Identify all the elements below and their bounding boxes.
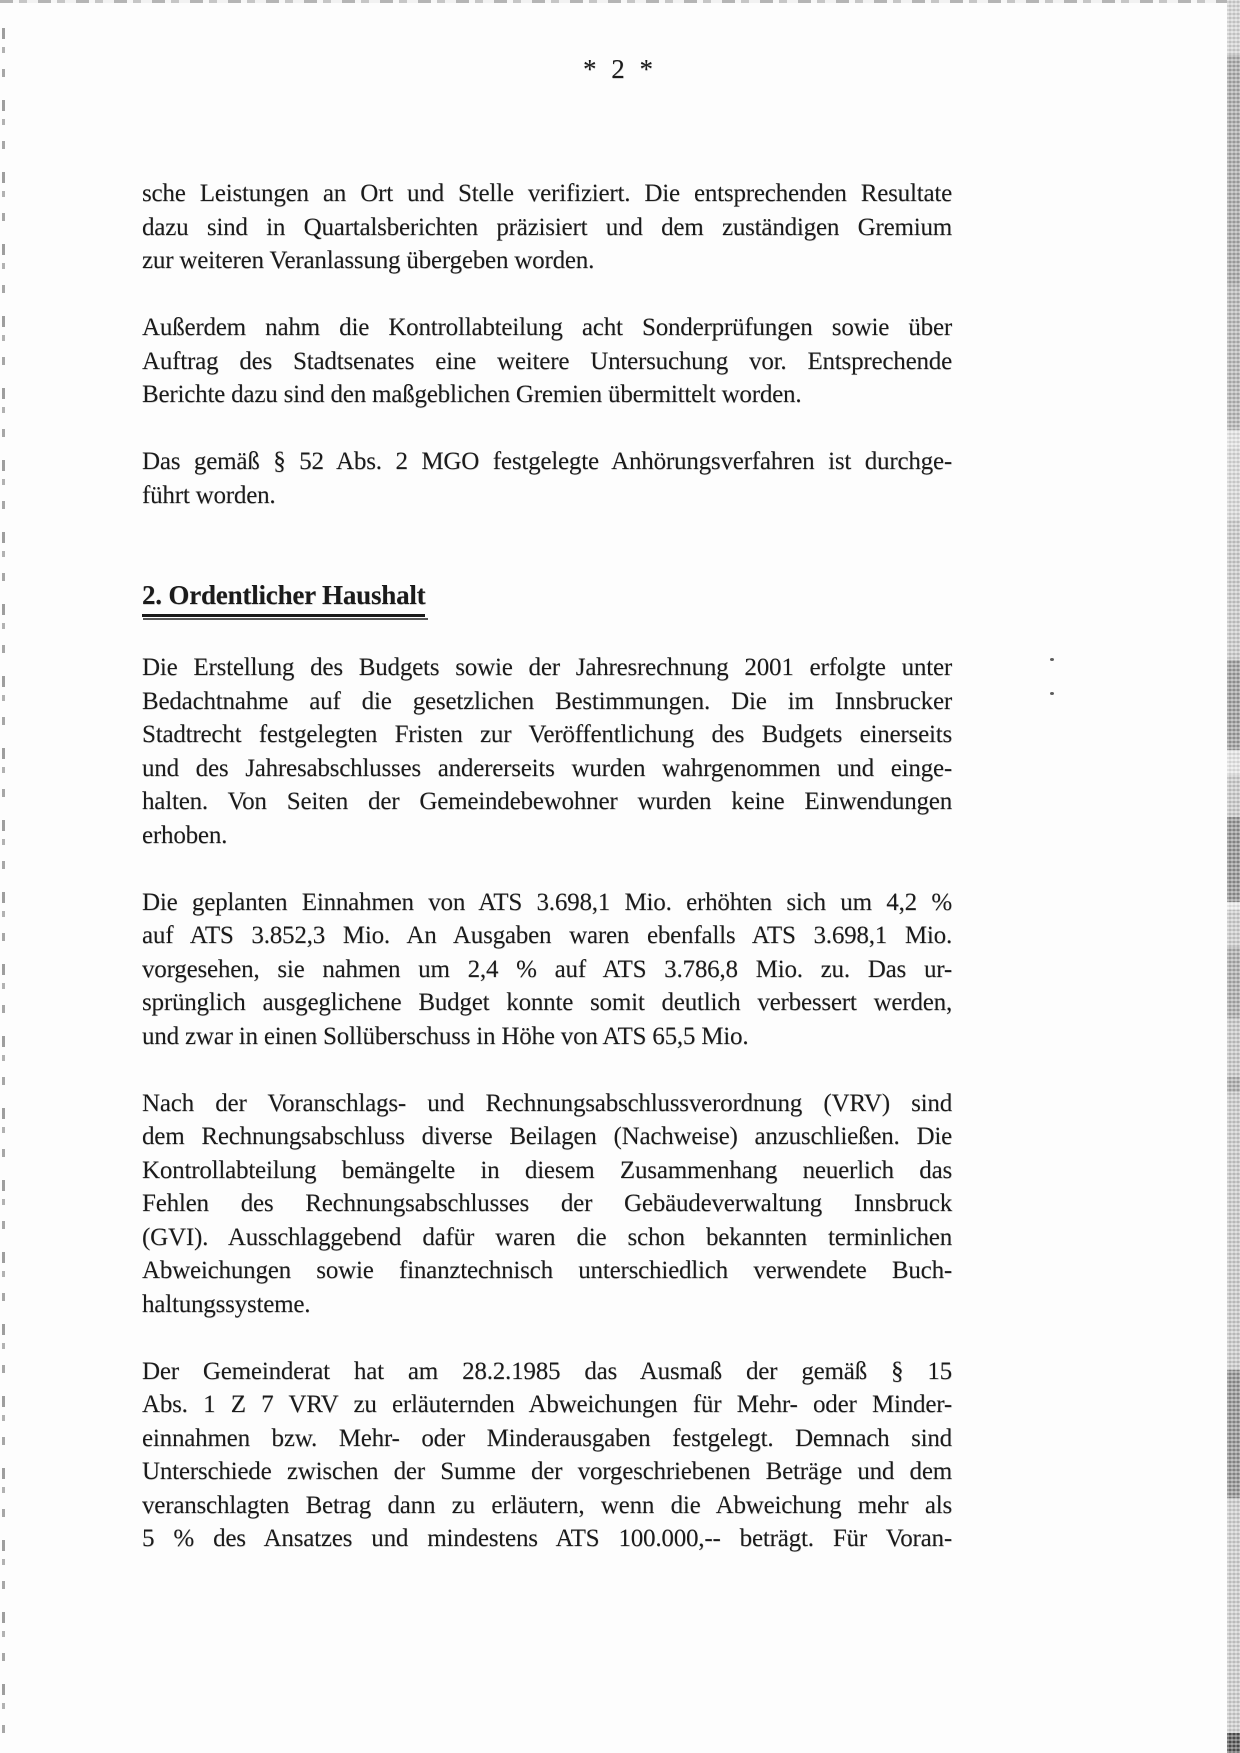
text-line: halten. Von Seiten der Gemeindebewohner wurden keine Einwendungen	[142, 788, 952, 815]
text-line: Fehlen des Rechnungsabschlusses der Gebäudeverwaltung Innsbruck	[142, 1190, 952, 1217]
text-line: veranschlagten Betrag dann zu erläutern, wenn die Abweichung mehr als	[142, 1491, 952, 1519]
text-line: 5 % des Ansatzes und mindestens ATS 100.000,-- beträgt. Für Voran-	[142, 1525, 952, 1552]
text-line: Abweichungen sowie finanztechnisch unterschiedlich verwendete Buch-	[142, 1257, 952, 1284]
text-line: sche Leistungen an Ort und Stelle verifiziert. Die entsprechenden Resultate	[142, 180, 952, 207]
text-line: Kontrollabteilung bemängelte in diesem Zusammenhang neuerlich das	[142, 1156, 952, 1184]
scan-edge-top-artifact	[0, 0, 1240, 3]
text-line: Nach der Voranschlags- und Rechnungsabschlussverordnung (VRV) sind	[142, 1089, 952, 1117]
paragraph-6	[142, 1087, 952, 1322]
text-line: sprünglich ausgeglichene Budget konnte somit deutlich verbessert werden,	[142, 989, 952, 1016]
text-line: (GVI). Ausschlaggebend dafür waren die schon bekannten terminlichen	[142, 1223, 952, 1251]
paragraph-5	[142, 886, 952, 1054]
text-column	[142, 177, 952, 1589]
paragraph-7	[142, 1355, 952, 1556]
text-line: Die geplanten Einnahmen von ATS 3.698,1 Mio. erhöhten sich um 4,2 %	[142, 888, 952, 916]
text-line: Außerdem nahm die Kontrollabteilung acht Sonderprüfungen sowie über	[142, 314, 952, 341]
text-line: Die Erstellung des Budgets sowie der Jahresrechnung 2001 erfolgte unter	[142, 654, 952, 681]
text-line: dazu sind in Quartalsberichten präzisiert und dem zuständigen Gremium	[142, 213, 952, 241]
text-line: vorgesehen, sie nahmen um 2,4 % auf ATS 3.786,8 Mio. zu. Das ur-	[142, 955, 952, 983]
scan-speck-artifact	[1050, 692, 1054, 695]
text-line: und zwar in einen Sollüberschuss in Höhe von ATS 65,5 Mio.	[142, 1022, 749, 1050]
text-line: Stadtrecht festgelegten Fristen zur Veröffentlichung des Budgets einerseits	[142, 721, 952, 748]
section-heading	[142, 578, 952, 617]
text-line: einnahmen bzw. Mehr- oder Minderausgaben festgelegt. Demnach sind	[142, 1424, 952, 1452]
text-line: Abs. 1 Z 7 VRV zu erläuternden Abweichungen für Mehr- oder Minder-	[142, 1391, 952, 1418]
scan-edge-right-artifact	[1227, 0, 1240, 1753]
text-line: Berichte dazu sind den maßgeblichen Gremien übermittelt worden.	[142, 381, 802, 408]
text-line: zur weiteren Veranlassung übergeben worden.	[142, 247, 595, 274]
paragraph-1	[142, 177, 952, 278]
section-heading-text: 2. Ordentlicher Haushalt	[142, 578, 425, 617]
text-line: dem Rechnungsabschluss diverse Beilagen (Nachweise) anzuschließen. Die	[142, 1123, 952, 1150]
text-line: Bedachtnahme auf die gesetzlichen Bestimmungen. Die im Innsbrucker	[142, 687, 952, 715]
text-line: Auftrag des Stadtsenates eine weitere Untersuchung vor. Entsprechende	[142, 347, 952, 375]
text-line: Unterschiede zwischen der Summe der vorgeschriebenen Beträge und dem	[142, 1458, 952, 1485]
paragraph-3	[142, 445, 952, 512]
text-line: und des Jahresabschlusses andererseits wurden wahrgenommen und einge-	[142, 754, 952, 782]
text-line: Das gemäß § 52 Abs. 2 MGO festgelegte Anhörungsverfahren ist durchge-	[142, 448, 952, 475]
scan-edge-left-artifact	[2, 28, 5, 1745]
paragraph-4	[142, 651, 952, 852]
text-line: führt worden.	[142, 481, 276, 509]
text-line: auf ATS 3.852,3 Mio. An Ausgaben waren ebenfalls ATS 3.698,1 Mio.	[142, 922, 952, 949]
page-number: * 2 *	[583, 54, 657, 84]
paragraph-2	[142, 311, 952, 412]
text-line: haltungssysteme.	[142, 1290, 311, 1318]
scan-speck-artifact	[1050, 658, 1054, 661]
text-line: erhoben.	[142, 821, 228, 849]
text-line: Der Gemeinderat hat am 28.2.1985 das Ausmaß der gemäß § 15	[142, 1357, 952, 1385]
